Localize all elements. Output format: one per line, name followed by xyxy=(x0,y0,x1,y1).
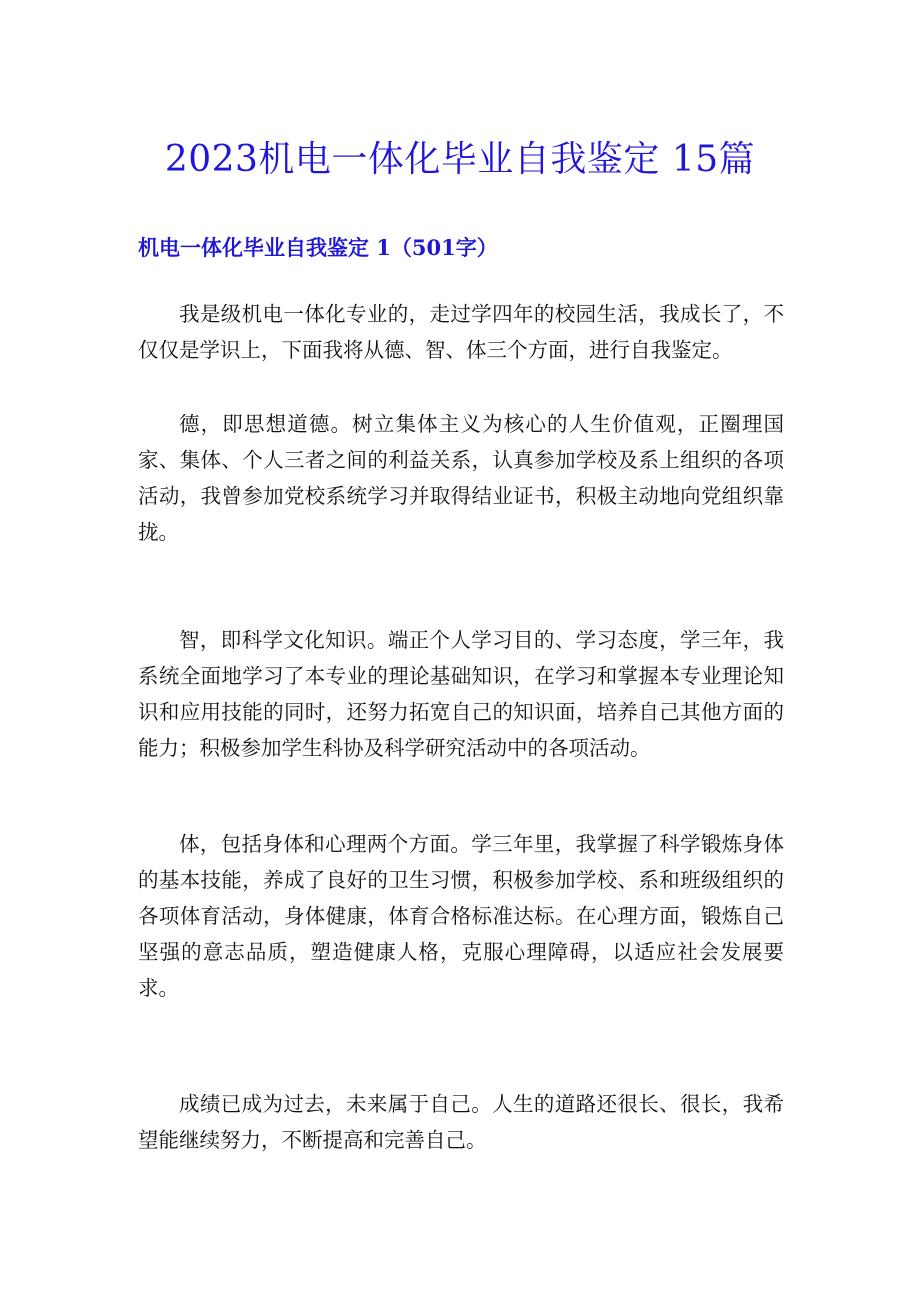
section-heading: 机电一体化毕业自我鉴定 1（501字） xyxy=(138,235,498,260)
document-title: 2023机电一体化毕业自我鉴定 15篇 xyxy=(164,139,756,180)
paragraph-morality: 德，即思想道德。树立集体主义为核心的人生价值观，正圈理国家、集体、个人三者之间的利益关系，认真参加学校及系上组织的各项活动，我曾参加党校系统学习并取得结业证书，积极主动地向党组织靠拢。 xyxy=(138,412,784,544)
paragraph-conclusion: 成绩已成为过去，未来属于自己。人生的道路还很长、很长，我希望能继续努力，不断提高和完善自己。 xyxy=(138,1092,784,1152)
paragraph-knowledge: 智，即科学文化知识。端正个人学习目的、学习态度，学三年，我系统全面地学习了本专业的理论基础知识，在学习和掌握本专业理论知识和应用技能的同时，还努力拓宽自己的知识面，培养自己其他方面的能力；积极参加学生科协及科学研究活动中的各项活动。 xyxy=(138,628,784,760)
paragraph-physical: 体，包括身体和心理两个方面。学三年里，我掌握了科学锻炼身体的基本技能，养成了良好的卫生习惯，积极参加学校、系和班级组织的各项体育活动，身体健康，体育合格标准达标。在心理方面，锻炼自己坚强的意志品质，塑造健康人格，克服心理障碍，以适应社会发展要求。 xyxy=(138,832,784,1000)
paragraph-intro: 我是级机电一体化专业的，走过学四年的校园生活，我成长了，不仅仅是学识上，下面我将从德、智、体三个方面，进行自我鉴定。 xyxy=(138,302,784,362)
